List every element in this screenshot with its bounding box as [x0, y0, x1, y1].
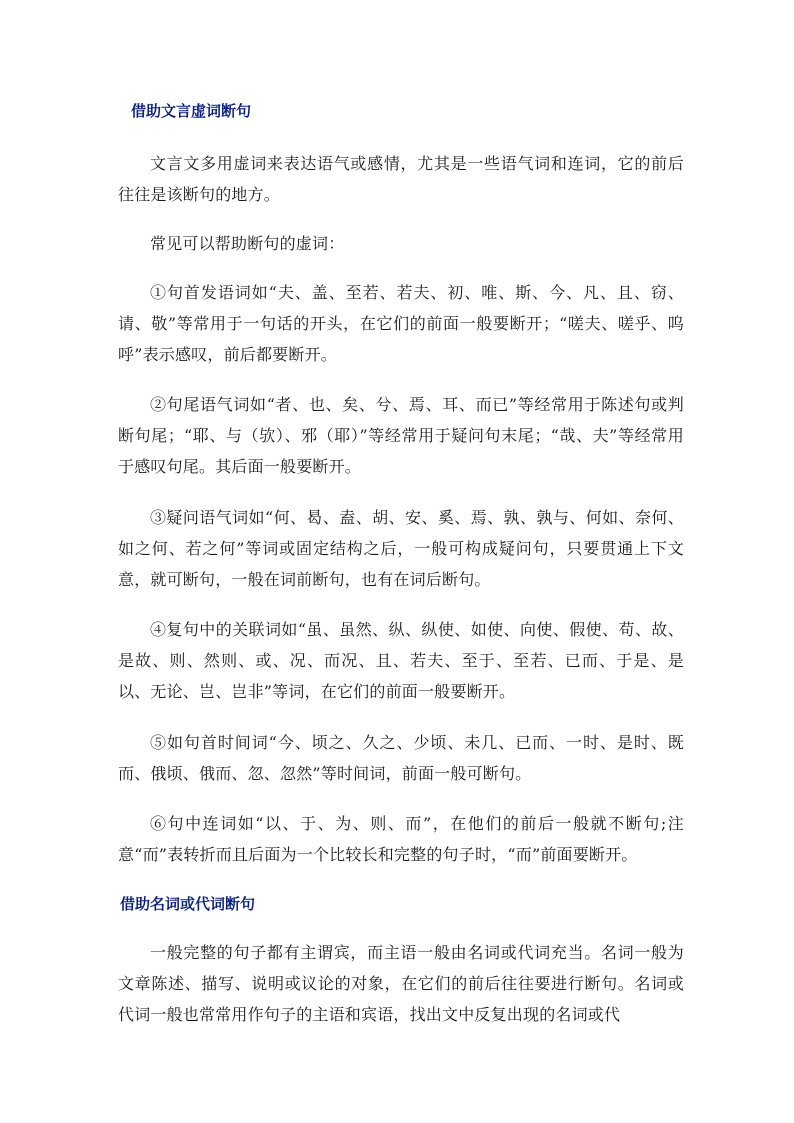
item-paragraph-5: ⑤如句首时间词“今、顷之、久之、少顷、未几、已而、一时、是时、既而、俄顷、俄而、忽、忽然”等时间词，前面一般可断句。	[118, 733, 684, 783]
section1-intro-paragraph: 文言文多用虚词来表达语气或感情，尤其是一些语气词和连词，它的前后往往是该断句的地方。	[118, 154, 684, 204]
item-paragraph-4: ④复句中的关联词如“虽、虽然、纵、纵使、如使、向使、假使、苟、故、是故、则、然则、或、况、而况、且、若夫、至于、至若、已而、于是、是以、无论、岂、岂非”等词，在它们的前面一般要断开。	[118, 620, 684, 701]
item-paragraph-2: ②句尾语气词如“者、也、矣、兮、焉、耳、而已”等经常用于陈述句或判断句尾；“耶、与（欤）、邪（耶）”等经常用于疑问句末尾；“哉、夫”等经常用于感叹句尾。其后面一般要断开。	[118, 395, 684, 476]
item-paragraph-6: ⑥句中连词如“以、于、为、则、而”，在他们的前后一般就不断句;注意“而”表转折而且后面为一个比较长和完整的句子时，“而”前面要断开。	[118, 814, 684, 864]
section1-lead-paragraph: 常见可以帮助断句的虚词：	[150, 234, 345, 253]
item-paragraph-3: ③疑问语气词如“何、曷、盍、胡、安、奚、焉、孰、孰与、何如、奈何、如之何、若之何”等词或固定结构之后，一般可构成疑问句，只要贯通上下文意，就可断句，一般在词前断句，也有在词后断句。	[118, 508, 684, 589]
section-title-nouns-pronouns: 借助名词或代词断句	[120, 895, 256, 913]
section-title-function-words: 借助文言虚词断句	[131, 102, 252, 120]
item-paragraph-1: ①句首发语词如“夫、盖、至若、若夫、初、唯、斯、今、凡、且、窃、请、敬”等常用于一句话的开头，在它们的前面一般要断开；“嗟夫、嗟乎、呜呼”表示感叹，前后都要断开。	[118, 283, 684, 364]
section2-intro-paragraph: 一般完整的句子都有主谓宾，而主语一般由名词或代词充当。名词一般为文章陈述、描写、说明或议论的对象，在它们的前后往往要进行断句。名词或代词一般也常常用作句子的主语和宾语，找出文中反复出现的名词或代	[118, 943, 684, 1024]
